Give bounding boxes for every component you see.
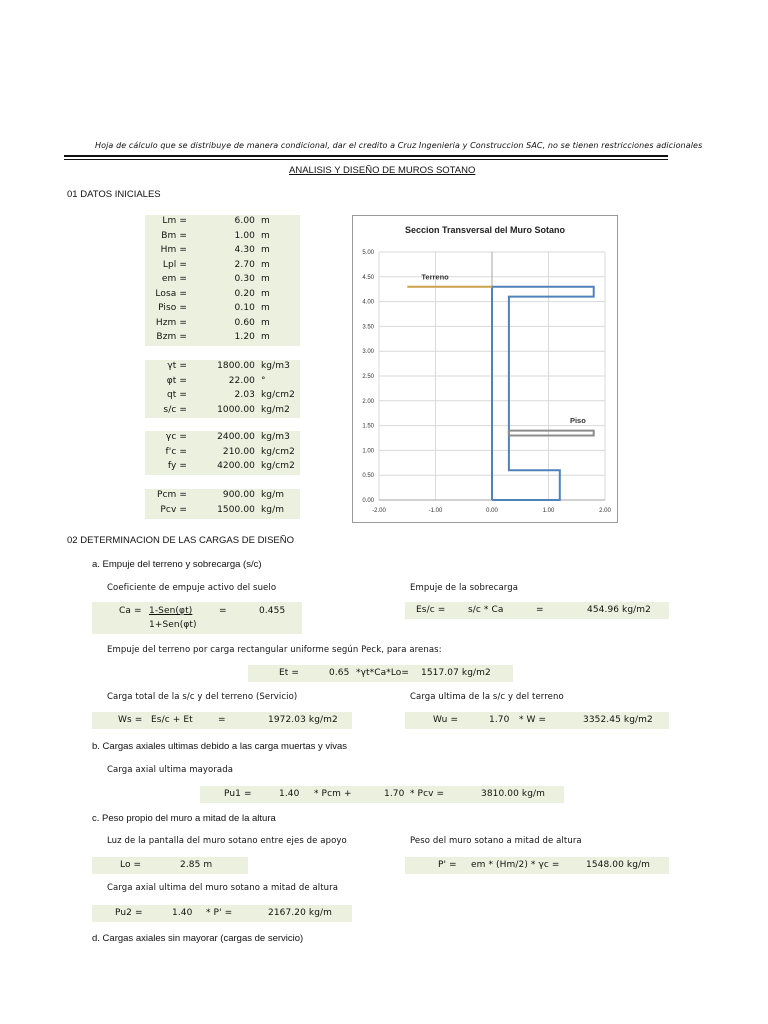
et-symbol: Et = xyxy=(279,668,300,678)
param-unit: m xyxy=(261,259,270,270)
param-symbol: Pcv = xyxy=(160,504,187,515)
subsection-c-title: c. Peso propio del muro a mitad de la altura xyxy=(92,813,276,824)
esc-expression: s/c * Ca xyxy=(468,605,504,615)
param-row xyxy=(145,332,300,346)
param-symbol: Hm = xyxy=(160,245,187,255)
series-piso-line xyxy=(509,431,594,436)
param-unit: m xyxy=(261,245,270,255)
header-rule-thin xyxy=(64,159,668,160)
param-unit: kg/cm2 xyxy=(261,461,295,471)
y-tick-label: 2.50 xyxy=(362,374,374,380)
esc-symbol: Es/c = xyxy=(416,605,446,615)
lo-label: Luz de la pantalla del muro sotano entre ejes de apoyo xyxy=(107,836,347,846)
param-row xyxy=(145,216,300,230)
param-value: 2400.00 xyxy=(217,432,255,442)
param-value: 1800.00 xyxy=(217,361,255,371)
subsection-d-title: d. Cargas axiales sin mayorar (cargas de servicio) xyxy=(92,933,304,944)
param-unit: m xyxy=(261,317,270,328)
param-value: 1.20 xyxy=(234,332,255,342)
annotation-piso: Piso xyxy=(569,416,586,426)
param-unit: kg/m3 xyxy=(261,361,290,371)
param-unit: ° xyxy=(261,375,266,386)
param-value: 6.00 xyxy=(234,216,255,226)
y-tick-label: 0.00 xyxy=(362,498,374,504)
param-symbol: s/c = xyxy=(163,404,187,415)
param-value: 2.03 xyxy=(234,390,255,400)
y-tick-label: 1.50 xyxy=(362,423,374,430)
param-value: 0.60 xyxy=(234,317,255,328)
annotation-terreno: Terreno xyxy=(421,272,449,282)
param-unit: m xyxy=(261,303,270,313)
param-value: 4200.00 xyxy=(217,461,255,471)
wu-value: 3352.45 kg/m2 xyxy=(583,715,653,725)
param-value: 0.30 xyxy=(234,274,255,284)
wu-symbol: Wu = xyxy=(433,715,459,725)
esc-formula-box xyxy=(405,602,669,619)
pu1-coef-dead: 1.40 xyxy=(279,789,300,799)
pu2-formula-box xyxy=(92,905,352,922)
param-unit: m xyxy=(261,216,270,226)
section1-heading: 01 DATOS INICIALES xyxy=(67,189,161,200)
header-disclaimer: Hoja de cálculo que se distribuye de manera condicional, dar el credito a Cruz Ingenieria y Construccion SAC, no se tienen restricciones adicionales xyxy=(95,141,703,150)
section2-heading: 02 DETERMINACION DE LAS CARGAS DE DISEÑO xyxy=(67,535,294,546)
y-tick-label: 3.00 xyxy=(362,349,374,356)
param-unit: m xyxy=(261,332,270,342)
wu-label: Carga ultima de la s/c y del terreno xyxy=(410,692,564,702)
param-row xyxy=(145,289,300,303)
pu1-symbol: Pu1 = xyxy=(224,789,252,799)
param-value: 2.70 xyxy=(234,259,255,270)
coef-label: Coeficiente de empuje activo del suelo xyxy=(107,583,277,593)
x-tick-label: 0.00 xyxy=(486,508,498,514)
x-tick-label: 2.00 xyxy=(599,508,611,514)
param-row xyxy=(145,405,300,419)
ca-formula-box xyxy=(92,602,302,634)
param-row xyxy=(145,303,300,317)
y-tick-label: 1.00 xyxy=(362,448,374,455)
ca-denominator: 1+Sen(φt) xyxy=(149,620,197,630)
page-title: ANALISIS Y DISEÑO DE MUROS SOTANO xyxy=(289,165,476,176)
param-value: 900.00 xyxy=(222,490,255,500)
param-value: 0.20 xyxy=(234,288,255,299)
param-symbol: fy = xyxy=(167,461,187,471)
y-tick-label: 2.00 xyxy=(362,398,374,405)
param-unit: kg/m xyxy=(261,504,285,515)
pu2-label: Carga axial ultima del muro sotano a mitad de altura xyxy=(107,883,339,893)
p-expression: em * (Hm/2) * γc = xyxy=(471,860,560,870)
param-symbol: Hzm = xyxy=(155,317,187,328)
pu1-term-live: * Pcv = xyxy=(410,789,445,799)
section-chart xyxy=(352,215,618,523)
param-symbol: Bzm = xyxy=(156,332,187,342)
chart-canvas xyxy=(353,216,617,522)
params-group-materials xyxy=(145,431,300,475)
chart-title: Seccion Transversal del Muro Sotano xyxy=(404,225,566,235)
param-symbol: Pcm = xyxy=(156,490,187,500)
param-unit: m xyxy=(261,230,270,241)
pu2-symbol: Pu2 = xyxy=(115,908,143,918)
param-symbol: Losa = xyxy=(155,288,187,299)
x-tick-label: -2.00 xyxy=(372,508,386,514)
params-group-loads xyxy=(145,489,300,519)
param-row xyxy=(145,361,300,375)
param-row xyxy=(145,447,300,461)
pu1-coef-live: 1.70 xyxy=(384,789,405,799)
et-expression: *γt*Ca*Lo= xyxy=(356,668,410,678)
y-tick-label: 4.00 xyxy=(362,299,374,306)
series-muro-line xyxy=(492,287,594,500)
param-value: 22.00 xyxy=(228,375,255,386)
param-unit: m xyxy=(261,288,270,299)
subsection-a-title: a. Empuje del terreno y sobrecarga (s/c) xyxy=(92,559,262,570)
param-row xyxy=(145,390,300,404)
y-tick-label: 5.00 xyxy=(362,250,374,256)
ws-value: 1972.03 kg/m2 xyxy=(268,715,338,725)
esc-label: Empuje de la sobrecarga xyxy=(410,583,519,593)
param-value: 1000.00 xyxy=(217,404,255,415)
wu-formula-box xyxy=(405,712,669,729)
param-value: 210.00 xyxy=(222,446,255,457)
param-unit: kg/cm2 xyxy=(261,390,295,400)
ca-numerator: 1-Sen(φt) xyxy=(149,606,193,616)
param-row xyxy=(145,274,300,288)
param-row xyxy=(145,260,300,274)
ca-value: 0.455 xyxy=(259,606,286,616)
param-symbol: qt = xyxy=(166,390,187,400)
ws-label: Carga total de la s/c y del terreno (Servicio) xyxy=(107,692,298,702)
param-symbol: f'c = xyxy=(165,446,187,457)
param-symbol: Lpl = xyxy=(162,259,187,270)
param-row xyxy=(145,231,300,245)
subsection-b-title: b. Cargas axiales ultimas debido a las carga muertas y vivas xyxy=(92,741,348,752)
param-unit: kg/cm2 xyxy=(261,446,295,457)
ws-expression: Es/c + Et xyxy=(151,715,193,725)
params-group-geometry xyxy=(145,215,300,346)
x-tick-label: -1.00 xyxy=(428,508,443,514)
et-value: 1517.07 kg/m2 xyxy=(421,668,491,678)
param-symbol: Lm = xyxy=(162,216,187,226)
y-tick-label: 3.50 xyxy=(362,324,374,331)
param-unit: m xyxy=(261,274,270,284)
lo-formula-box xyxy=(92,857,248,874)
p-value: 1548.00 kg/m xyxy=(586,860,651,870)
param-value: 0.10 xyxy=(234,303,255,313)
pu2-value: 2167.20 kg/m xyxy=(268,908,333,918)
pu2-expression: * P' = xyxy=(206,908,233,918)
ws-equals: = xyxy=(218,715,226,725)
param-value: 4.30 xyxy=(234,245,255,255)
p-label: Peso del muro sotano a mitad de altura xyxy=(410,836,582,846)
pu1-label: Carga axial ultima mayorada xyxy=(107,765,234,775)
y-tick-label: 4.50 xyxy=(362,274,374,281)
wu-coefficient: 1.70 xyxy=(489,715,510,725)
ca-symbol: Ca = xyxy=(119,606,142,616)
param-symbol: em = xyxy=(161,274,187,284)
p-symbol: P' = xyxy=(438,860,457,870)
param-row xyxy=(145,505,300,519)
param-symbol: γc = xyxy=(165,432,187,442)
param-symbol: Bm = xyxy=(161,230,187,241)
esc-equals: = xyxy=(536,605,544,615)
x-tick-label: 1.00 xyxy=(542,508,555,514)
lo-symbol: Lo = xyxy=(120,860,142,870)
param-row xyxy=(145,432,300,446)
pu1-value: 3810.00 kg/m xyxy=(481,789,546,799)
esc-value: 454.96 kg/m2 xyxy=(587,605,652,615)
param-value: 1.00 xyxy=(234,230,255,241)
param-row xyxy=(145,245,300,259)
peck-label: Empuje del terreno por carga rectangular uniforme según Peck, para arenas: xyxy=(107,645,442,655)
param-row xyxy=(145,461,300,475)
param-row xyxy=(145,376,300,390)
param-row xyxy=(145,318,300,332)
param-unit: kg/m2 xyxy=(261,404,290,415)
et-formula-box xyxy=(248,665,513,682)
param-unit: kg/m3 xyxy=(261,432,290,442)
param-symbol: φt = xyxy=(166,375,187,386)
et-coefficient: 0.65 xyxy=(329,668,350,678)
wu-expression: * W = xyxy=(519,715,547,725)
ws-symbol: Ws = xyxy=(118,715,143,725)
param-unit: kg/m xyxy=(261,490,285,500)
y-tick-label: 0.50 xyxy=(362,473,374,480)
pu1-formula-box xyxy=(200,786,564,803)
ws-formula-box xyxy=(92,712,352,729)
p-formula-box xyxy=(405,857,669,874)
param-row xyxy=(145,490,300,504)
param-value: 1500.00 xyxy=(217,504,255,515)
header-rule xyxy=(64,155,668,157)
ca-equals: = xyxy=(219,606,227,616)
param-symbol: γt = xyxy=(167,361,187,371)
pu2-coefficient: 1.40 xyxy=(172,908,193,918)
param-symbol: Piso = xyxy=(158,303,187,313)
pu1-term-dead: * Pcm + xyxy=(314,789,352,799)
lo-value: 2.85 m xyxy=(180,860,213,870)
params-group-soil xyxy=(145,360,300,418)
